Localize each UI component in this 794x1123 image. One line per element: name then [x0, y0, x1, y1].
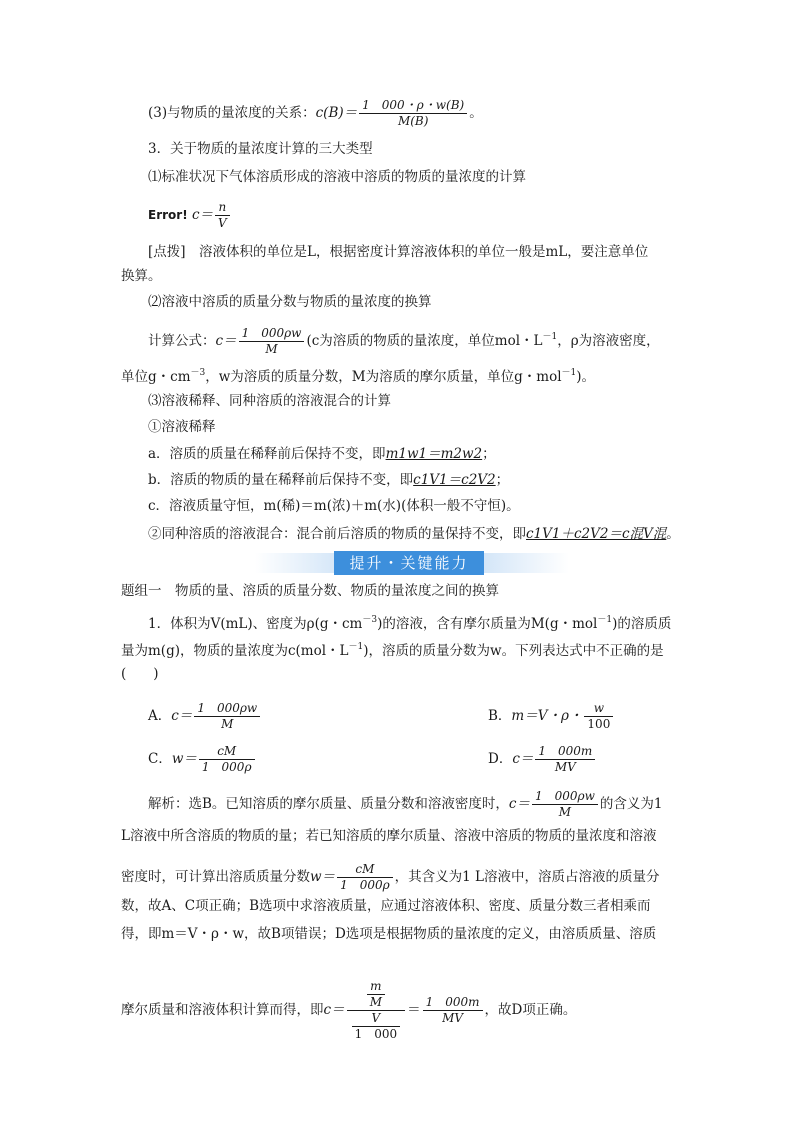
- answer-6-V: V: [371, 1011, 381, 1025]
- answer-line-6: [121, 979, 576, 1042]
- formula-numerator: 1 000ρw: [241, 326, 302, 340]
- question-stem-3: ( ): [121, 666, 159, 682]
- relation-line: [148, 98, 483, 129]
- option-a-label: A．: [148, 708, 172, 724]
- subsection-3: ⑶溶液稀释、同种溶质的溶液混合的计算: [148, 393, 391, 409]
- mixing-eq: c1V1＋c2V2＝c混V混: [526, 526, 667, 542]
- answer-line-2: L溶液中所含溶质的物质的量；若已知溶质的摩尔质量、溶液中溶质的物质的量浓度和溶液: [121, 828, 657, 844]
- mixing-line: [148, 524, 680, 544]
- error-text: Error!: [148, 208, 188, 222]
- answer-1-denominator: M: [532, 804, 598, 820]
- option-b-numerator: w: [593, 701, 605, 715]
- option-d-numerator: 1 000m: [538, 744, 593, 758]
- dilution-a-eq: m1w1＝m2w2: [385, 446, 483, 462]
- section-banner-title: 提升・关键能力: [334, 551, 484, 575]
- relation-lhs: c(B)＝: [315, 105, 358, 121]
- option-a-lhs: c＝: [171, 708, 193, 724]
- tip-line-2: 换算。: [121, 268, 162, 284]
- answer-6-m-over-M: [367, 979, 385, 1010]
- answer-6-result-fraction: [423, 995, 483, 1026]
- formula-line: [148, 326, 660, 357]
- option-c-denominator: 1 000ρ: [199, 759, 255, 775]
- answer-line-4: 数，故A、C项正确；B选项中求溶液质量，应通过溶液体积、密度、质量分数三者相乘而: [121, 898, 651, 914]
- formula-desc-2-sup: －3: [190, 368, 206, 378]
- answer-6-outer-numerator: [347, 979, 406, 1010]
- stem-1b: )的溶液，含有摩尔质量为M(g・mol: [377, 616, 598, 632]
- answer-6-lhs: c＝: [323, 1002, 345, 1018]
- stem-1-sup: －3: [362, 615, 378, 625]
- answer-6-outer-denominator: [347, 1010, 406, 1042]
- answer-6b: ，故D项正确。: [484, 1002, 577, 1018]
- relation-fraction: [359, 98, 467, 129]
- dilution-a-text: a．溶质的质量在稀释前后保持不变，即: [148, 446, 386, 462]
- formula-denominator: M: [239, 341, 305, 357]
- c-eq: c＝: [191, 207, 214, 223]
- stem-1c: )的溶质质: [612, 616, 672, 632]
- option-c: [148, 744, 257, 775]
- question-stem-1: [148, 610, 671, 634]
- option-c-fraction: [199, 744, 255, 775]
- answer-line-5: 得，即m＝V・ρ・w，故B项错误；D选项是根据物质的量浓度的定义，由溶质质量、溶质: [121, 926, 657, 942]
- relation-end: 。: [469, 105, 483, 121]
- formula-lhs: c＝: [215, 333, 237, 349]
- v-symbol: V: [215, 215, 230, 231]
- option-d: [488, 744, 597, 775]
- formula-desc-2a: 单位g・cm: [121, 369, 191, 385]
- stem-2b: )，溶质的质量分数为w。下列表达式中不正确的是: [363, 643, 664, 659]
- option-a: [148, 701, 262, 732]
- stem-2-sup: －1: [348, 642, 364, 652]
- stem-2a: 量为m(g)，物质的量浓度为c(mol・L: [121, 643, 349, 659]
- answer-6-eq: ＝: [407, 1002, 421, 1018]
- tip-line-1: [点拨] 溶液体积的单位是L，根据密度计算溶液体积的单位一般是mL，要注意单位: [148, 244, 649, 260]
- option-b-label: B．: [488, 708, 512, 724]
- n-symbol: n: [218, 200, 227, 214]
- answer-1a: 解析：选B。已知溶质的摩尔质量、质量分数和溶液密度时，: [148, 796, 509, 812]
- error-formula-line: [148, 200, 232, 231]
- dilution-b: [148, 470, 509, 490]
- dilution-b-text: b．溶质的物质的量在稀释前后保持不变，即: [148, 472, 414, 488]
- option-d-lhs: c＝: [512, 751, 534, 767]
- answer-6a: 摩尔质量和溶液体积计算而得，即: [121, 1002, 324, 1018]
- formula-desc-2b: ，w为溶质的质量分数，M为溶质的摩尔质量，单位g・mol: [205, 369, 562, 385]
- option-b-denominator: 100: [584, 716, 613, 732]
- option-d-label: D．: [488, 751, 513, 767]
- mixing-end: 。: [666, 526, 680, 542]
- option-b-lhs: m＝V・ρ・: [511, 708, 583, 724]
- answer-line-3: [121, 862, 660, 893]
- answer-3b: ，其含义为1 L溶液中，溶质占溶液的质量分: [394, 869, 660, 885]
- stem-1a: 1．体积为V(mL)、密度为ρ(g・cm: [148, 616, 363, 632]
- option-c-numerator: cM: [217, 744, 237, 758]
- formula-desc-1-sup: －1: [542, 332, 558, 342]
- answer-3a: 密度时，可计算出溶质质量分数: [121, 869, 310, 885]
- dilution-b-eq: c1V1＝c2V2: [413, 472, 496, 488]
- answer-3-denominator: 1 000ρ: [337, 877, 393, 893]
- answer-3-lhs: w＝: [310, 869, 336, 885]
- formula-desc-1: (c为溶质的物质的量浓度，单位mol・L: [306, 333, 543, 349]
- n-over-v-fraction: [215, 200, 230, 231]
- relation-denominator: M(B): [359, 113, 467, 129]
- answer-6-m: m: [370, 979, 382, 993]
- option-a-fraction: [194, 701, 260, 732]
- relation-numerator: 1 000・ρ・w(B): [362, 98, 465, 112]
- formula-desc-1-end: ，ρ为溶液密度，: [557, 333, 660, 349]
- option-c-lhs: w＝: [171, 751, 197, 767]
- answer-6-V-over-1000: [352, 1011, 401, 1042]
- formula-desc-2-sup2: －1: [561, 368, 577, 378]
- stem-1-sup2: －1: [597, 615, 613, 625]
- dilution-c: c．溶液质量守恒，m(稀)＝m(浓)＋m(水)(体积一般不守恒)。: [148, 498, 520, 514]
- option-c-label: C．: [148, 751, 172, 767]
- dilution-b-end: ；: [495, 472, 510, 488]
- relation-label: (3)与物质的量浓度的关系：: [148, 105, 316, 121]
- dilution-a-end: ；: [482, 446, 496, 462]
- answer-6-1000: 1 000: [352, 1026, 401, 1042]
- answer-6-result-denominator: MV: [423, 1010, 483, 1026]
- question-stem-2: [121, 637, 664, 661]
- mixing-text: ②同种溶质的溶液混合：混合前后溶质的物质的量保持不变，即: [148, 526, 526, 542]
- option-d-denominator: MV: [535, 759, 595, 775]
- option-d-fraction: [535, 744, 595, 775]
- option-b: [488, 701, 615, 732]
- formula-fraction: [239, 326, 305, 357]
- option-b-fraction: [584, 701, 613, 732]
- answer-1-lhs: c＝: [508, 796, 530, 812]
- answer-3-fraction: [337, 862, 393, 893]
- answer-6-M: M: [367, 994, 385, 1010]
- answer-6-complex-fraction: [347, 979, 406, 1042]
- option-a-denominator: M: [194, 716, 260, 732]
- subsection-1: ⑴标准状况下气体溶质形成的溶液中溶质的物质的量浓度的计算: [148, 169, 526, 185]
- dilution-heading: ①溶液稀释: [148, 419, 216, 435]
- answer-line-1: [148, 789, 662, 820]
- subsection-2: ⑵溶液中溶质的质量分数与物质的量浓度的换算: [148, 294, 432, 310]
- formula-desc-line-2: [121, 363, 595, 387]
- formula-label: 计算公式：: [148, 333, 216, 349]
- answer-6-result-numerator: 1 000m: [425, 995, 480, 1009]
- question-group-title: 题组一 物质的量、溶质的质量分数、物质的量浓度之间的换算: [121, 583, 499, 599]
- answer-3-numerator: cM: [355, 862, 375, 876]
- answer-1b: 的含义为1: [599, 796, 663, 812]
- dilution-a: [148, 444, 496, 464]
- answer-1-numerator: 1 000ρw: [534, 789, 595, 803]
- section-heading: 3．关于物质的量浓度计算的三大类型: [148, 141, 373, 157]
- option-a-numerator: 1 000ρw: [197, 701, 258, 715]
- answer-1-fraction: [532, 789, 598, 820]
- formula-desc-2c: )。: [576, 369, 596, 385]
